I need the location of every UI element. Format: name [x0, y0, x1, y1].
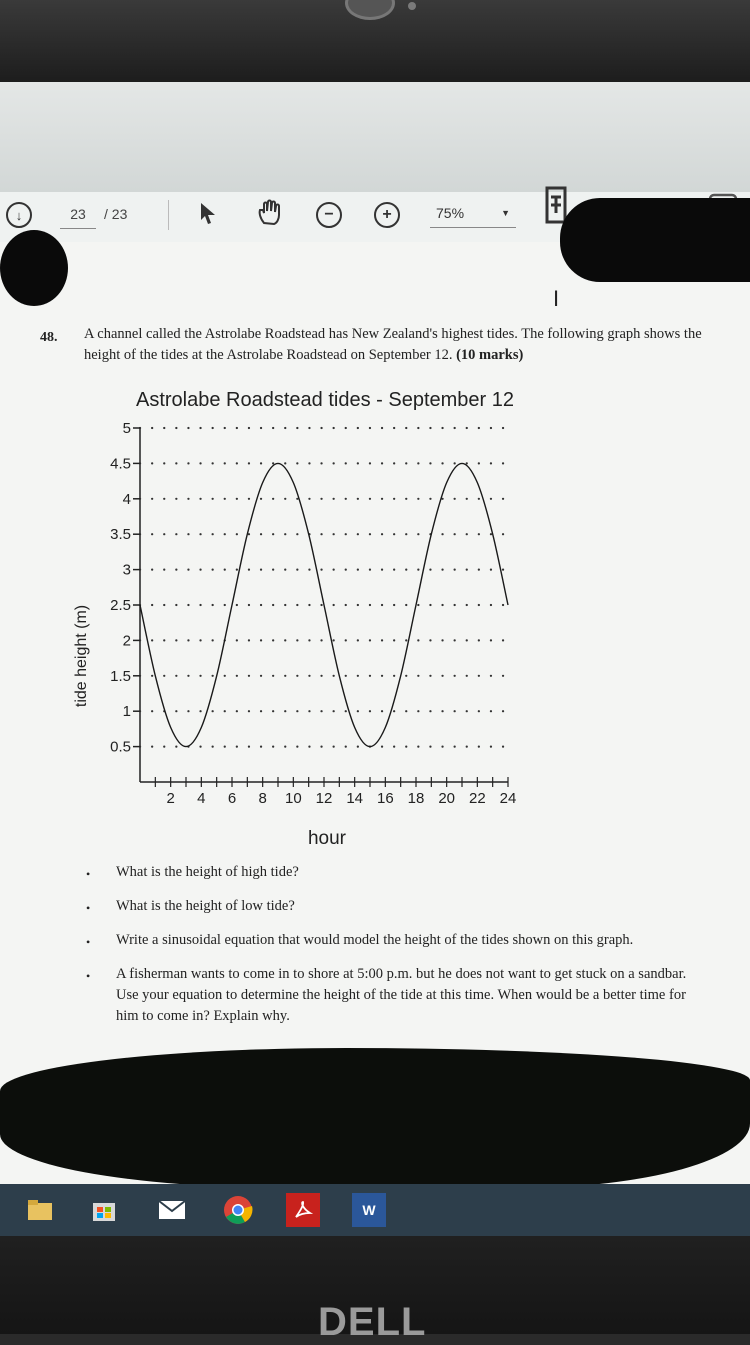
question-marks: (10 marks) — [456, 347, 524, 363]
tide-chart — [60, 382, 540, 852]
page-total: / 23 — [104, 206, 128, 222]
bullet-fisherman: • A fisherman wants to come in to shore at 5:00 p.m. but he does not want to get stuck on a sandbar. Use your equation to determine the height of the tide at this time. When would be a better time for him to come in? Explain why. — [86, 964, 706, 1027]
y-tick-label: 1.5 — [110, 667, 131, 685]
zoom-value: 75% — [436, 204, 465, 221]
redaction-mark — [0, 1048, 750, 1188]
word-icon-letter: W — [362, 1202, 376, 1218]
window-chrome — [0, 82, 750, 192]
redaction-mark — [0, 230, 68, 306]
webcam-light — [408, 2, 416, 10]
y-axis-label: tide height (m) — [73, 604, 90, 708]
select-arrow-icon[interactable] — [198, 198, 218, 228]
y-tick-label: 5 — [122, 420, 131, 437]
x-tick-label: 22 — [468, 790, 486, 807]
x-tick-label: 24 — [499, 790, 517, 807]
y-tick-label: 4.5 — [110, 455, 131, 473]
question-number: 48. — [40, 330, 58, 345]
download-icon[interactable]: ↓ — [6, 200, 32, 230]
x-axis-label: hour — [307, 828, 347, 849]
page-number-input[interactable]: 23 — [60, 200, 96, 229]
chevron-down-icon: ▼ — [501, 207, 510, 218]
word-icon[interactable] — [352, 1193, 386, 1227]
bullet-low-tide: • What is the height of low tide? — [86, 896, 706, 917]
x-tick-label: 10 — [284, 790, 302, 807]
y-tick-label: 3.5 — [110, 526, 131, 544]
x-tick-label: 12 — [315, 790, 333, 807]
x-tick-label: 18 — [407, 790, 425, 807]
y-tick-label: 2.5 — [110, 597, 131, 614]
zoom-in-icon[interactable]: + — [374, 200, 400, 230]
zoom-select[interactable] — [430, 198, 516, 228]
bullet-high-tide: • What is the height of high tide? — [86, 862, 706, 883]
x-tick-label: 8 — [258, 790, 267, 807]
y-tick-label: 1 — [122, 703, 131, 721]
pdf-page — [0, 242, 750, 1184]
question-list — [86, 862, 706, 1040]
bullet-equation: • Write a sinusoidal equation that would model the height of the tides shown on this graph. — [86, 930, 706, 951]
x-tick-label: 6 — [227, 790, 237, 807]
laptop-bezel-bottom — [0, 1236, 750, 1344]
toolbar-divider — [168, 200, 169, 230]
x-tick-label: 4 — [197, 790, 206, 807]
x-tick-label: 2 — [166, 790, 175, 807]
mail-icon[interactable] — [156, 1194, 188, 1226]
store-icon[interactable] — [88, 1194, 120, 1226]
x-tick-label: 20 — [438, 790, 456, 807]
file-explorer-icon[interactable] — [24, 1194, 56, 1226]
chrome-icon[interactable] — [222, 1194, 254, 1226]
laptop-bezel-top — [0, 0, 750, 82]
redaction-mark — [560, 198, 750, 282]
text-cursor-icon: I — [553, 286, 560, 311]
tide-series-line — [140, 463, 508, 746]
screen — [0, 82, 750, 1184]
webcam — [345, 0, 395, 20]
y-tick-label: 0.5 — [110, 738, 131, 756]
x-tick-label: 14 — [346, 790, 364, 807]
zoom-out-icon[interactable]: − — [316, 200, 342, 230]
question-text — [84, 324, 724, 366]
acrobat-icon[interactable] — [286, 1193, 320, 1227]
chart-title: Astrolabe Roadstead tides - September 12 — [136, 389, 514, 411]
tide-chart-svg — [60, 382, 540, 852]
taskbar — [0, 1184, 750, 1236]
dell-logo: DELL — [318, 1300, 427, 1344]
y-tick-label: 2 — [122, 632, 131, 650]
y-tick-label: 3 — [122, 561, 131, 579]
y-tick-label: 4 — [122, 490, 131, 508]
x-tick-label: 16 — [376, 790, 394, 807]
fit-page-icon[interactable] — [544, 190, 568, 220]
hand-icon[interactable] — [256, 198, 286, 228]
question-body: A channel called the Astrolabe Roadstead has New Zealand's highest tides. The following graph shows the height of the tides at the Astrolabe Roadstead on September 12. — [84, 326, 702, 363]
